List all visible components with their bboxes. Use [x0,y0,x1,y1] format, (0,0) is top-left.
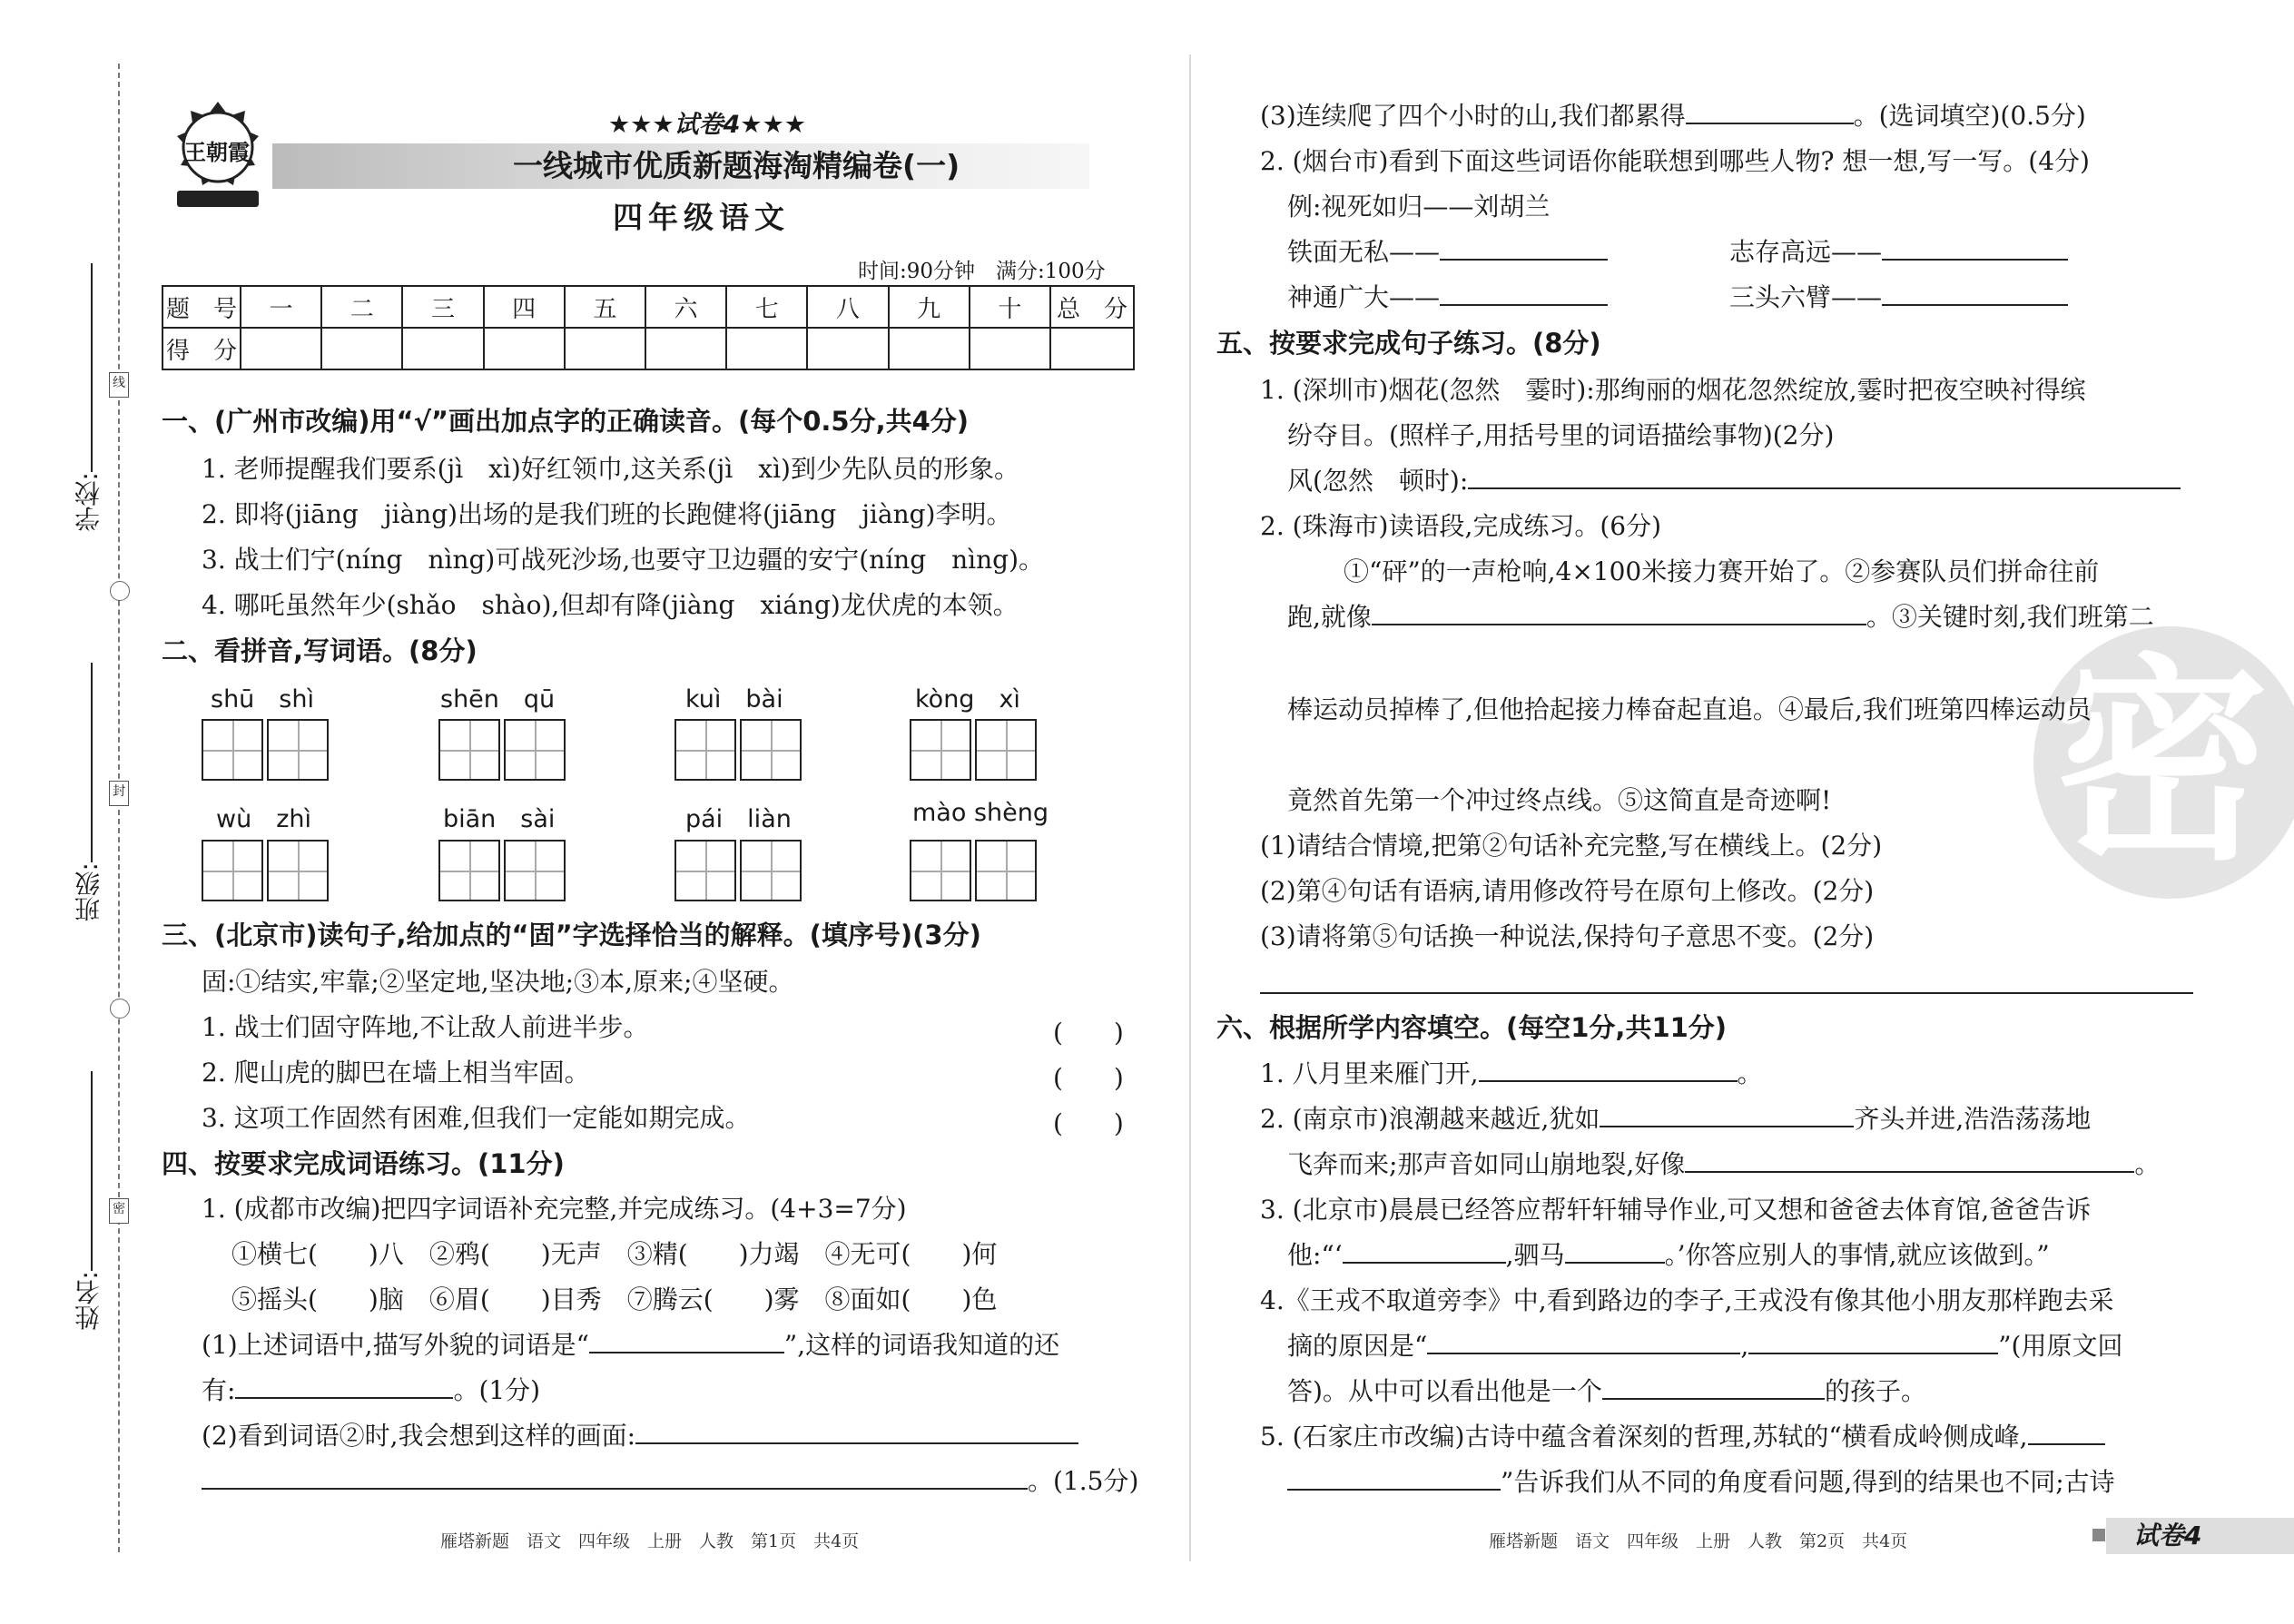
writing-grid[interactable] [674,840,805,901]
score-col-header: 总 分 [1050,286,1134,328]
s4-sub-1-text: 有: [202,1375,236,1405]
s5-q1-text: 风(忽然 顿时): [1287,466,1469,496]
s5-paragraph [1287,599,2154,635]
r-word-text: 神通广大—— [1287,282,1441,312]
s5-sub: (1)请结合情境,把第②句话补充完整,写在横线上。(2分) [1260,831,1883,861]
score-table [162,285,1135,370]
s3-item: 2. 爬山虎的脚巴在墙上相当牢固。 [202,1058,590,1088]
score-row-label: 得 分 [162,328,241,369]
pinyin-label: pái liàn [685,805,792,833]
s5-paragraph: ①“砰”的一声枪响,4×100米接力赛开始了。②参赛队员们拼命往前 [1344,556,2100,586]
pinyin-label: kuì bài [685,685,783,714]
answer-blank[interactable] [1440,281,1608,306]
s6-q4-cont [1287,1328,2122,1364]
s4-question-1: 1. (成都市改编)把四字词语补充完整,并完成练习。(4+3=7分) [202,1194,907,1224]
binding-hole [110,999,130,1019]
s4-sub-1-text: 。(1分) [453,1375,541,1405]
score-cell[interactable] [807,328,888,369]
s5-q1-line: 纷夺目。(照样子,用括号里的词语描绘事物)(2分) [1287,420,1835,450]
class-label: 班级: [74,862,103,922]
answer-blank[interactable] [235,1373,453,1399]
name-field-line[interactable] [91,1071,93,1271]
binding-mark-secret: 密 [109,1198,129,1224]
pinyin-label: shū shì [211,685,314,714]
s6-text: 答)。从中可以看出他是一个 [1287,1376,1602,1406]
s4-idiom-row: ①横七( )八 ②鸦( )无声 ③精( )力竭 ④无可( )何 [231,1239,998,1269]
s4-sub-2-text: (2)看到词语②时,我会想到这样的画面: [202,1421,635,1451]
s6-text: , [1740,1331,1749,1361]
s6-q2-cont [1287,1147,2160,1183]
pinyin-label: wù zhì [216,805,311,833]
answer-blank[interactable] [1427,1329,1740,1354]
answer-blank[interactable] [1565,1238,1665,1264]
answer-blank[interactable] [2028,1420,2105,1445]
score-cell[interactable] [645,328,726,369]
r-word-text: 志存高远—— [1729,237,1883,267]
score-col-header: 九 [889,286,970,328]
section-5-title: 五、按要求完成句子练习。(8分) [1216,328,1601,359]
brand-logo [168,100,268,218]
s6-text: 。 [2134,1149,2161,1179]
answer-paren[interactable]: ( ) [1053,1063,1124,1093]
pinyin-label: biān sài [443,805,556,833]
footer-left: 雁塔新题 语文 四年级 上册 人教 第1页 共4页 [440,1531,860,1551]
answer-blank[interactable] [1882,235,2068,261]
answer-blank[interactable] [1468,464,2181,489]
footer-tag: 试卷4 [2133,1521,2202,1550]
s4-sub-1-text: (1)上述词语中,描写外貌的词语是“ [202,1330,589,1360]
s5-q1-answer [1287,463,2181,499]
answer-blank[interactable] [1343,1238,1506,1264]
section-3-title: 三、(北京市)读句子,给加点的“固”字选择恰当的解释。(填序号)(3分) [162,920,981,950]
section-2-title: 二、看拼音,写词语。(8分) [162,635,478,666]
score-cell[interactable] [970,328,1050,369]
s5-q2: 2. (珠海市)读语段,完成练习。(6分) [1260,511,1662,541]
r-word [1729,280,2068,316]
answer-blank[interactable] [202,1464,1028,1490]
answer-blank[interactable] [1440,235,1608,261]
s5-para-text: 跑,就像 [1287,602,1372,632]
s6-q5-cont [1287,1464,2115,1501]
answer-blank[interactable] [1686,99,1854,124]
score-cell[interactable] [726,328,807,369]
s1-item: 4. 哪吒虽然年少(shǎo shào),但却有降(jiàng xiáng)龙伏虎的本领。 [202,590,1019,620]
s1-item: 1. 老师提醒我们要系(jì xì)好红领巾,这关系(jì xì)到少先队员的形象。 [202,454,1019,484]
score-cell[interactable] [1050,328,1134,369]
time-info: 时间:90分钟 满分:100分 [858,260,1106,283]
s4-sub-1-cont [202,1373,540,1409]
answer-blank[interactable] [589,1328,784,1353]
s4-sub-2 [202,1418,1078,1454]
class-field-line[interactable] [91,663,93,862]
score-col-header: 十 [970,286,1050,328]
r-line-1 [1260,98,2086,134]
writing-grid[interactable] [910,840,1040,901]
s5-q1-line: 1. (深圳市)烟花(忽然 霎时):那绚丽的烟花忽然绽放,霎时把夜空映衬得缤 [1260,375,2086,405]
s6-q3-cont [1287,1237,2050,1274]
binding-mark-seal: 封 [109,781,129,806]
answer-blank[interactable] [1882,281,2068,306]
answer-blank[interactable] [1479,1057,1738,1082]
score-col-header: 一 [241,286,321,328]
s5-paragraph: 棒运动员掉棒了,但他拾起接力棒奋起直追。④最后,我们班第四棒运动员 [1287,694,2092,724]
s6-q1 [1260,1056,1763,1092]
binding-mark-line: 线 [109,372,129,398]
score-col-header: 三 [402,286,483,328]
answer-blank[interactable] [1600,1102,1854,1127]
writing-grid[interactable] [910,719,1040,781]
s6-text: 齐头并进,浩浩荡荡地 [1854,1104,2092,1134]
school-label: 学校: [74,472,103,532]
score-table-score-row [162,328,1134,369]
section-6-title: 六、根据所学内容填空。(每空1分,共11分) [1216,1012,1728,1043]
score-col-header: 七 [726,286,807,328]
r-text: (3)连续爬了四个小时的山,我们都累得 [1260,101,1686,131]
r-word [1729,234,2068,271]
writing-grid[interactable] [438,719,569,781]
s5-para-text: 。③关键时刻,我们班第二 [1866,602,2154,632]
s5-paragraph: 竟然首先第一个冲过终点线。⑤这简直是奇迹啊! [1287,785,1832,815]
score-cell[interactable] [321,328,402,369]
score-cell[interactable] [402,328,483,369]
score-cell[interactable] [565,328,645,369]
answer-blank[interactable] [1685,1147,2134,1173]
pinyin-label: kòng xì [915,685,1020,714]
s4-sub-1-text: ”,这样的词语我知道的还 [783,1330,1060,1360]
paper-subtitle: 四年级语文 [613,200,790,235]
s6-text: 飞奔而来;那声音如同山崩地裂,好像 [1287,1149,1686,1179]
watermark-seal [2033,626,2294,899]
writing-grid[interactable] [202,719,332,781]
paper-title: 一线城市优质新题海淘精编卷(一) [513,148,960,183]
brand-name: 王朝霞 [184,139,250,165]
answer-paren[interactable]: ( ) [1053,1108,1124,1138]
s6-q4: 4.《王戎不取道旁李》中,看到路边的李子,王戎没有像其他小朋友那样跑去采 [1260,1285,2114,1315]
s6-q4-cont2 [1287,1373,1926,1410]
score-cell[interactable] [484,328,565,369]
footer-right: 雁塔新题 语文 四年级 上册 人教 第2页 共4页 [1489,1531,1908,1551]
s4-idiom-row: ⑤摇头( )脑 ⑥眉( )目秀 ⑦腾云( )雾 ⑧面如( )色 [231,1284,998,1314]
answer-blank[interactable] [1287,1465,1501,1491]
r-word [1287,280,1608,316]
answer-paren[interactable]: ( ) [1053,1018,1124,1048]
s6-text: ,驷马 [1505,1240,1565,1270]
s6-text: 。 [1737,1058,1763,1088]
binding-hole [110,581,130,601]
section-1-title: 一、(广州市改编)用“√”画出加点字的正确读音。(每个0.5分,共4分) [162,406,970,437]
score-cell[interactable] [241,328,321,369]
s1-item: 3. 战士们宁(níng nìng)可战死沙场,也要守卫边疆的安宁(níng nìng)。 [202,545,1044,575]
s6-text: 2. (南京市)浪潮越来越近,犹如 [1260,1104,1600,1134]
s6-text: 的孩子。 [1824,1376,1926,1406]
s4-sub-2-text: 。(1.5分) [1028,1466,1139,1496]
answer-blank[interactable] [1602,1374,1825,1400]
r-word [1287,234,1608,271]
s5-sub: (3)请将第⑤句话换一种说法,保持句子意思不变。(2分) [1260,921,1875,951]
score-col-header: 二 [321,286,402,328]
r-word-text: 三头六臂—— [1729,282,1883,312]
section-4-title: 四、按要求完成词语练习。(11分) [162,1148,565,1179]
writing-grid[interactable] [202,840,332,901]
school-field-line[interactable] [91,263,93,472]
writing-grid[interactable] [674,719,805,781]
s6-text: ”(用原文回 [1998,1331,2123,1361]
s6-text: 摘的原因是“ [1287,1331,1428,1361]
r-question-2: 2. (烟台市)看到下面这些词语你能联想到哪些人物? 想一想,写一写。(4分) [1260,146,2090,176]
answer-blank[interactable] [1372,600,1866,625]
s1-item: 2. 即将(jiāng jiàng)出场的是我们班的长跑健将(jiāng jiàng)李明。 [202,499,1012,529]
s6-text: 5. (石家庄市改编)古诗中蕴含着深刻的哲理,苏轼的“横看成岭侧成峰, [1260,1422,2028,1452]
answer-blank[interactable] [635,1419,1078,1444]
pinyin-label: mào shèng [912,799,1049,827]
score-cell[interactable] [889,328,970,369]
s3-item: 1. 战士们固守阵地,不让敌人前进半步。 [202,1012,649,1042]
answer-blank[interactable] [1748,1329,1998,1354]
footer-tag-marks [2092,1529,2105,1541]
s6-q2 [1260,1101,2091,1137]
center-divider [1189,54,1191,1561]
r-example: 例:视死如归——刘胡兰 [1287,192,1551,221]
watermark-char: 密 [2052,635,2270,890]
s6-text: 。’你答应别人的事情,就应该做到。” [1664,1240,2050,1270]
s4-sub-1 [202,1327,1059,1363]
name-label: 姓名: [74,1271,103,1331]
r-word-text: 铁面无私—— [1287,237,1441,267]
s3-definition: 固:①结实,牢靠;②坚定地,坚决地;③本,原来;④坚硬。 [202,967,794,997]
paper-tag: ★★★试卷4★★★ [608,111,807,139]
writing-grid[interactable] [438,840,569,901]
score-col-header: 四 [484,286,565,328]
score-col-header: 题 号 [162,286,241,328]
pinyin-label: shēn qū [440,685,556,714]
s6-q5 [1260,1419,2105,1455]
s6-q3: 3. (北京市)晨晨已经答应帮轩轩辅导作业,可又想和爸爸去体育馆,爸爸告诉 [1260,1195,2092,1225]
score-col-header: 六 [645,286,726,328]
s3-item: 3. 这项工作固然有困难,但我们一定能如期完成。 [202,1103,751,1133]
s6-text: 1. 八月里来雁门开, [1260,1058,1479,1088]
score-table-header-row [162,286,1134,328]
binding-line [118,64,120,1552]
s4-sub-2-cont [202,1463,1138,1500]
s5-sub: (2)第④句话有语病,请用修改符号在原句上修改。(2分) [1260,876,1875,906]
score-col-header: 八 [807,286,888,328]
r-text: 。(选词填空)(0.5分) [1853,101,2086,131]
s6-text: 他:“‘ [1287,1240,1343,1270]
answer-line[interactable] [1260,992,2193,994]
s6-text: ”告诉我们从不同的角度看问题,得到的结果也不同;古诗 [1501,1467,2115,1497]
score-col-header: 五 [565,286,645,328]
